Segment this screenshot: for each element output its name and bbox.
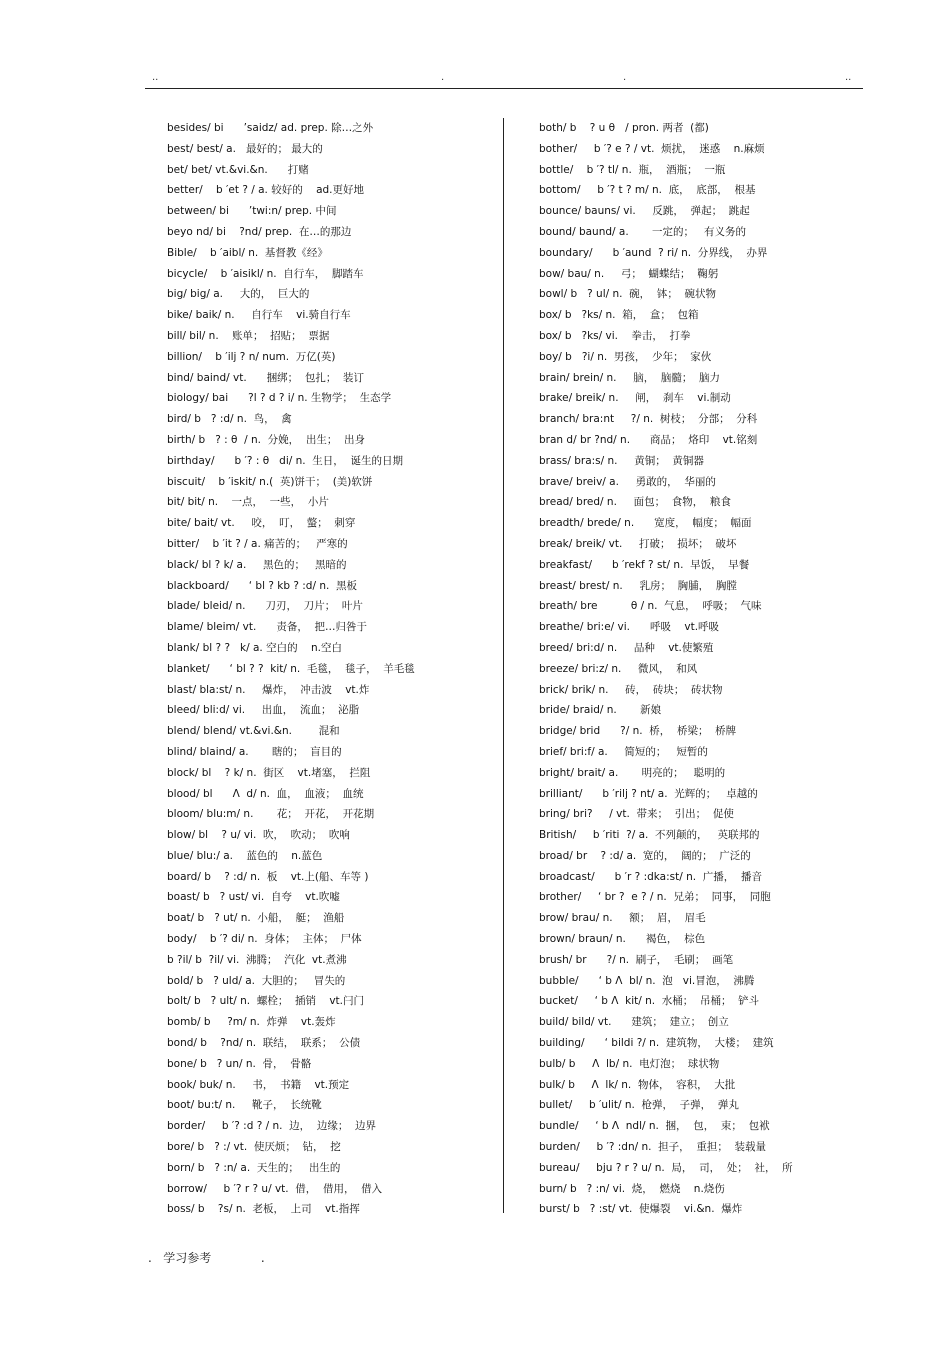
vocab-entry: blame/ bleim/ vt. 责备， 把…归咎于 (167, 621, 368, 634)
vocab-entry: bite/ bait/ vt. 咬， 叮， 螫； 刺穿 (167, 517, 356, 530)
vocab-entry: box/ b ?ks/ vi. 拳击， 打拳 (539, 329, 691, 342)
vocab-entry: bore/ b ? :/ vt. 使厌烦； 钻， 挖 (167, 1141, 341, 1154)
vocab-entry: box/ b ?ks/ n. 箱， 盒； 包箱 (539, 309, 699, 322)
vocab-entry: block/ bl ? k/ n. 街区 vt.堵塞， 拦阻 (167, 766, 371, 779)
vocab-entry: bother/ b ′? e ? / vt. 烦扰， 迷惑 n.麻烦 (539, 142, 765, 155)
vocab-entry: birth/ b ? : θ / n. 分娩， 出生； 出身 (167, 433, 366, 446)
vocab-entry: brief/ bri:f/ a. 简短的； 短暂的 (539, 745, 708, 758)
vocab-entry: bright/ brait/ a. 明亮的； 聪明的 (539, 766, 726, 779)
vocab-entry: billion/ b ′ilj ? n/ num. 万亿(英) (167, 350, 336, 363)
vocab-entry: Bible/ b ′aibl/ n. 基督教《经》 (167, 246, 328, 259)
vocab-entry: big/ big/ a. 大的， 巨大的 (167, 288, 310, 301)
vocab-entry: breakfast/ b ′rekf ? st/ n. 早饭， 早餐 (539, 558, 750, 571)
vocab-entry: black/ bl ? k/ a. 黑色的； 黑暗的 (167, 558, 347, 571)
vocab-entry: brother/ ‘ br ? e ? / n. 兄弟； 同事， 同胞 (539, 891, 771, 904)
vocab-entry: British/ b ′riti ?/ a. 不列颠的， 英联邦的 (539, 829, 760, 842)
header-rule (145, 88, 863, 89)
vocab-entry: bring/ bri? / vt. 带来； 引出； 促使 (539, 808, 734, 821)
vocab-entry: burn/ b ? :n/ vi. 烧， 燃烧 n.烧伤 (539, 1182, 725, 1195)
vocab-entry: body/ b ′? di/ n. 身体； 主体； 尸体 (167, 933, 362, 946)
vocab-entry: brain/ brein/ n. 脑， 脑髓； 脑力 (539, 371, 721, 384)
vocab-entry: blend/ blend/ vt.&vi.&n. 混和 (167, 725, 340, 738)
vocab-entry: brave/ breiv/ a. 勇敢的， 华丽的 (539, 475, 716, 488)
vocab-entry: bread/ bred/ n. 面包； 食物， 粮食 (539, 496, 731, 509)
vocab-entry: bottle/ b ′? tl/ n. 瓶， 酒瓶； 一瓶 (539, 163, 726, 176)
vocab-entry: brush/ br ?/ n. 刷子， 毛刷； 画笔 (539, 953, 734, 966)
vocab-entry: blue/ blu:/ a. 蓝色的 n.蓝色 (167, 849, 323, 862)
vocab-entry: bone/ b ? un/ n. 骨， 骨骼 (167, 1057, 312, 1070)
vocab-entry: bike/ baik/ n. 自行车 vi.骑自行车 (167, 309, 351, 322)
vocab-entry: bit/ bit/ n. 一点， 一些， 小片 (167, 496, 329, 509)
vocab-entry: best/ best/ a. 最好的； 最大的 (167, 142, 323, 155)
vocab-entry: blood/ bl Λ d/ n. 血， 血液； 血统 (167, 787, 364, 800)
vocab-entry: bran d/ br ?nd/ n. 商品； 烙印 vt.铭刻 (539, 433, 758, 446)
vocab-entry: b ?il/ b ?il/ vi. 沸腾； 汽化 vt.煮沸 (167, 953, 347, 966)
vocab-entry: burden/ b ′? :dn/ n. 担子， 重担； 装载量 (539, 1141, 767, 1154)
vocab-entry: bounce/ bauns/ vi. 反跳， 弹起； 跳起 (539, 205, 750, 218)
vocab-entry: bound/ baund/ a. 一定的； 有义务的 (539, 225, 747, 238)
vocab-entry: brown/ braun/ n. 褐色， 棕色 (539, 933, 706, 946)
vocab-entry: boss/ b ?s/ n. 老板， 上司 vt.指挥 (167, 1203, 360, 1216)
vocab-entry: brake/ breik/ n. 闸， 刹车 vi.制动 (539, 392, 731, 405)
vocab-entry: bet/ bet/ vt.&vi.&n. 打赌 (167, 163, 309, 176)
vocab-entry: bureau/ bju ? r ? u/ n. 局， 司， 处； 社， 所 (539, 1161, 793, 1174)
vocab-entry: bird/ b ? :d/ n. 鸟， 禽 (167, 413, 292, 426)
vocab-entry: bond/ b ?nd/ n. 联结， 联系； 公债 (167, 1037, 361, 1050)
page-footer: . 学习参考 . (148, 1251, 265, 1265)
vocab-entry: brilliant/ b ′rilj ? nt/ a. 光辉的； 卓越的 (539, 787, 758, 800)
vocab-entry: bold/ b ? uld/ a. 大胆的； 冒失的 (167, 974, 346, 987)
vocab-entry: bundle/ ‘ b Λ ndl/ n. 捆， 包， 束； 包袱 (539, 1120, 770, 1133)
vocab-entry: break/ breik/ vt. 打破； 损坏； 破坏 (539, 537, 737, 550)
vocab-entry: blade/ bleid/ n. 刀刃， 刀片； 叶片 (167, 600, 363, 613)
vocab-entry: build/ bild/ vt. 建筑； 建立； 创立 (539, 1016, 729, 1029)
header-mark-4: .. (845, 72, 852, 83)
vocab-entry: born/ b ? :n/ a. 天生的； 出生的 (167, 1161, 341, 1174)
vocab-entry: bolt/ b ? ult/ n. 螺栓； 插销 vt.闩门 (167, 995, 365, 1008)
vocab-entry: brick/ brik/ n. 砖， 砖块； 砖状物 (539, 683, 723, 696)
vocab-entry: bullet/ b ′ulit/ n. 枪弹， 子弹， 弹丸 (539, 1099, 739, 1112)
vocab-entry: blank/ bl ? ? k/ a. 空白的 n.空白 (167, 641, 342, 654)
vocab-entry: border/ b ′? :d ? / n. 边， 边缘； 边界 (167, 1120, 377, 1133)
header-mark-3: . (623, 72, 627, 83)
vocab-entry: breath/ bre θ / n. 气息， 呼吸； 气味 (539, 600, 762, 613)
column-divider (503, 118, 504, 1213)
vocab-entry: breed/ bri:d/ n. 品种 vt.使繁殖 (539, 641, 714, 654)
header-mark-1: .. (152, 72, 159, 83)
vocab-entry: bicycle/ b ′aisikl/ n. 自行车， 脚踏车 (167, 267, 364, 280)
vocab-entry: branch/ bra:nt ?/ n. 树枝； 分部； 分科 (539, 413, 758, 426)
vocab-entry: both/ b ? u θ / pron. 两者 (都) (539, 122, 709, 134)
vocab-entry: blast/ bla:st/ n. 爆炸， 冲击波 vt.炸 (167, 683, 370, 696)
vocab-entry: blanket/ ‘ bl ? ? kit/ n. 毛毯， 毯子， 羊毛毯 (167, 662, 415, 675)
vocab-entry: brow/ brau/ n. 额； 眉， 眉毛 (539, 912, 706, 925)
vocab-entry: between/ bi ’twi:n/ prep. 中间 (167, 205, 337, 218)
header-mark-2: . (441, 72, 445, 83)
vocab-entry: bucket/ ‘ b Λ kit/ n. 水桶； 吊桶； 铲斗 (539, 995, 760, 1008)
vocab-entry: better/ b ′et ? / a. 较好的 ad.更好地 (167, 184, 365, 197)
vocab-entry: blackboard/ ‘ bl ? kb ? :d/ n. 黑板 (167, 579, 357, 592)
vocab-entry: bleed/ bli:d/ vi. 出血， 流血； 泌脂 (167, 704, 360, 717)
vocab-entry: breast/ brest/ n. 乳房； 胸脯， 胸膛 (539, 579, 737, 592)
vocab-entry: bomb/ b ?m/ n. 炸弹 vt.轰炸 (167, 1016, 336, 1029)
vocab-entry: boast/ b ? ust/ vi. 自夸 vt.吹嘘 (167, 891, 340, 904)
vocab-entry: bill/ bil/ n. 账单； 招贴； 票据 (167, 329, 330, 342)
vocab-entry: bulk/ b Λ lk/ n. 物体， 容积， 大批 (539, 1078, 736, 1091)
vocab-entry: bow/ bau/ n. 弓； 蝴蝶结； 鞠躬 (539, 267, 719, 280)
vocab-entry: biscuit/ b ′iskit/ n.( 英)饼干； (美)软饼 (167, 475, 373, 488)
vocab-entry: bitter/ b ′it ? / a. 痛苦的； 严寒的 (167, 537, 348, 550)
vocab-entry: burst/ b ? :st/ vt. 使爆裂 vi.&n. 爆炸 (539, 1203, 743, 1216)
vocab-entry: breathe/ bri:e/ vi. 呼吸 vt.呼吸 (539, 621, 720, 634)
vocab-entry: breadth/ brede/ n. 宽度， 幅度； 幅面 (539, 517, 752, 530)
vocab-entry: besides/ bi ’saidz/ ad. prep. 除…之外 (167, 122, 374, 134)
vocab-entry: bowl/ b ? ul/ n. 碗， 钵； 碗状物 (539, 288, 717, 301)
vocab-entry: building/ ‘ bildi ?/ n. 建筑物， 大楼； 建筑 (539, 1037, 774, 1050)
vocab-entry: bottom/ b ′? t ? m/ n. 底， 底部， 根基 (539, 184, 756, 197)
right-column (539, 118, 869, 1220)
vocab-entry: boundary/ b ′aund ? ri/ n. 分界线， 办界 (539, 246, 768, 259)
vocab-entry: boy/ b ?i/ n. 男孩， 少年； 家伙 (539, 350, 712, 363)
vocab-entry: birthday/ b ′? : θ di/ n. 生日， 诞生的日期 (167, 454, 403, 467)
vocab-entry: bulb/ b Λ lb/ n. 电灯泡； 球状物 (539, 1057, 720, 1070)
vocab-entry: bride/ braid/ n. 新娘 (539, 704, 662, 717)
vocab-entry: board/ b ? :d/ n. 板 vt.上(船、车等 ) (167, 870, 369, 883)
vocab-entry: blow/ bl ? u/ vi. 吹， 吹动； 吹响 (167, 829, 350, 842)
vocab-entry: bind/ baind/ vt. 捆绑； 包扎； 装订 (167, 371, 365, 384)
vocab-entry: breeze/ bri:z/ n. 微风， 和风 (539, 662, 698, 675)
vocab-entry: blind/ blaind/ a. 瞎的； 盲目的 (167, 745, 342, 758)
vocab-entry: boot/ bu:t/ n. 靴子， 长统靴 (167, 1099, 322, 1112)
vocab-entry: book/ buk/ n. 书， 书籍 vt.预定 (167, 1078, 350, 1091)
vocab-entry: bridge/ brid ?/ n. 桥， 桥梁； 桥牌 (539, 725, 737, 738)
left-column (167, 118, 497, 1220)
vocab-entry: borrow/ b ′? r ? u/ vt. 借， 借用， 借入 (167, 1182, 383, 1195)
vocab-entry: brass/ bra:s/ n. 黄铜； 黄铜器 (539, 454, 704, 467)
vocab-entry: broadcast/ b ′r ? :dka:st/ n. 广播， 播音 (539, 870, 762, 883)
vocab-entry: bloom/ blu:m/ n. 花； 开花， 开花期 (167, 808, 375, 821)
vocab-entry: broad/ br ? :d/ a. 宽的， 阔的； 广泛的 (539, 849, 751, 862)
vocab-entry: bubble/ ‘ b Λ bl/ n. 泡 vi.冒泡， 沸腾 (539, 974, 755, 987)
vocab-entry: biology/ bai ?l ? d ? i/ n. 生物学； 生态学 (167, 392, 392, 405)
vocab-entry: beyo nd/ bi ?nd/ prep. 在…的那边 (167, 225, 352, 238)
vocab-entry: boat/ b ? ut/ n. 小船， 艇； 渔船 (167, 912, 345, 925)
